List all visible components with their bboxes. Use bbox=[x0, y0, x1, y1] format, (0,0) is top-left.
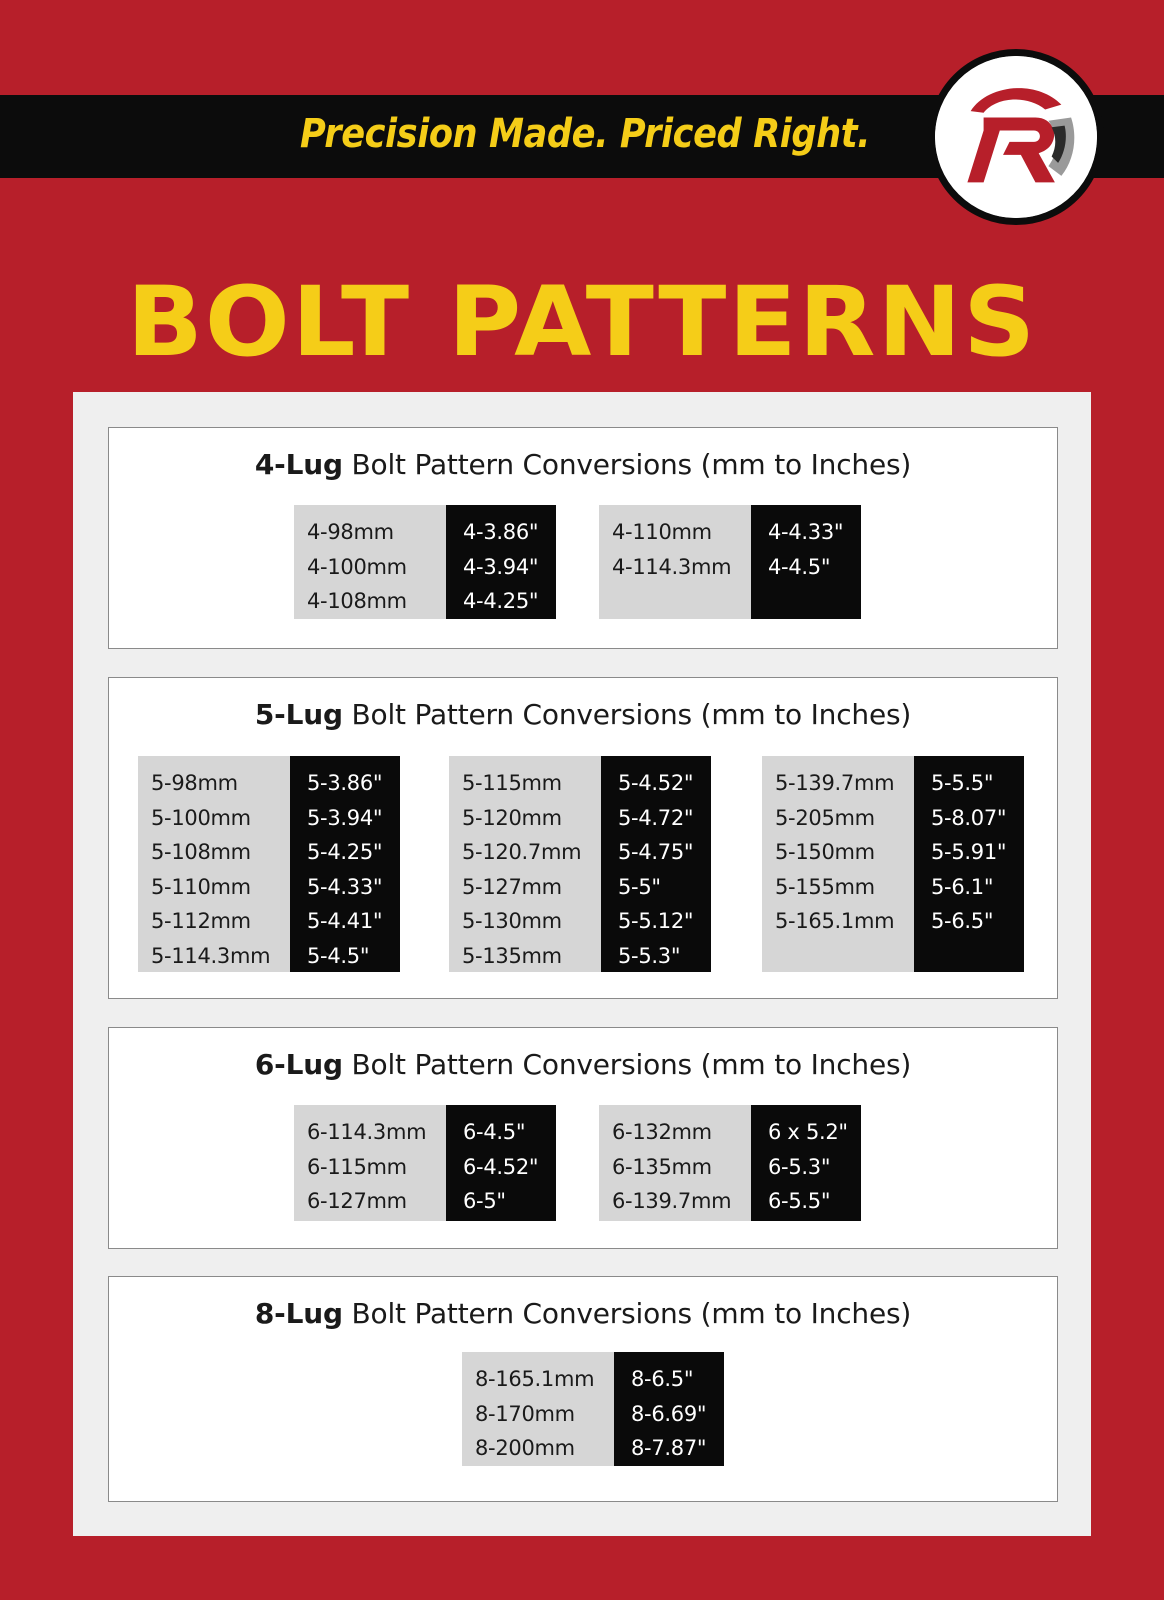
mm-column bbox=[599, 505, 751, 619]
inch-column bbox=[751, 505, 861, 619]
section-5-lug bbox=[108, 677, 1058, 999]
mm-value: 5-127mm bbox=[462, 874, 562, 899]
mm-value: 6-135mm bbox=[612, 1154, 712, 1179]
mm-column bbox=[294, 505, 446, 619]
lug-label: 6-Lug bbox=[254, 1048, 343, 1081]
inch-value: 5-5.3" bbox=[618, 943, 681, 968]
inch-value: 5-8.07" bbox=[931, 805, 1007, 830]
mm-value: 4-108mm bbox=[307, 589, 407, 613]
mm-value: 8-165.1mm bbox=[475, 1367, 595, 1391]
inch-value: 5-5.12" bbox=[618, 909, 694, 933]
mm-value: 5-98mm bbox=[151, 771, 238, 795]
mm-value: 5-108mm bbox=[151, 840, 251, 864]
inch-value: 5-5.91" bbox=[931, 840, 1007, 864]
section-title-rest: Bolt Pattern Conversions (mm to Inches) bbox=[342, 448, 912, 481]
inch-value: 5-4.5" bbox=[307, 943, 370, 968]
mm-value: 5-110mm bbox=[151, 874, 251, 899]
mm-value: 5-139.7mm bbox=[775, 771, 895, 795]
mm-value: 5-100mm bbox=[151, 805, 251, 830]
mm-value: 8-170mm bbox=[475, 1401, 575, 1426]
inch-value: 5-5.5" bbox=[931, 771, 994, 795]
inch-value: 4-4.5" bbox=[768, 554, 831, 579]
conversion-table bbox=[599, 1105, 861, 1221]
inch-value: 8-7.87" bbox=[631, 1436, 707, 1460]
inch-value: 5-4.52" bbox=[618, 771, 694, 795]
mm-value: 5-120mm bbox=[462, 805, 562, 830]
mm-value: 4-98mm bbox=[307, 520, 394, 544]
section-title bbox=[109, 1048, 1057, 1081]
mm-value: 4-110mm bbox=[612, 520, 712, 544]
section-8-lug bbox=[108, 1276, 1058, 1502]
inch-value: 4-3.94" bbox=[463, 554, 539, 579]
mm-value: 6-127mm bbox=[307, 1189, 407, 1213]
inch-value: 6-5" bbox=[463, 1189, 506, 1213]
inch-column bbox=[290, 756, 400, 972]
inch-value: 5-6.5" bbox=[931, 909, 994, 933]
lug-label: 8-Lug bbox=[254, 1297, 343, 1330]
mm-column bbox=[449, 756, 601, 972]
inch-value: 6-5.5" bbox=[768, 1189, 831, 1213]
inch-column bbox=[914, 756, 1024, 972]
inch-value: 5-6.1" bbox=[931, 874, 994, 899]
brand-logo-icon bbox=[928, 49, 1104, 225]
mm-value: 5-150mm bbox=[775, 840, 875, 864]
mm-value: 5-130mm bbox=[462, 909, 562, 933]
mm-column bbox=[762, 756, 914, 972]
mm-value: 5-135mm bbox=[462, 943, 562, 968]
mm-value: 5-205mm bbox=[775, 805, 875, 830]
conversion-table bbox=[762, 756, 1024, 972]
mm-column bbox=[294, 1105, 446, 1221]
section-title bbox=[109, 1297, 1057, 1330]
section-title bbox=[109, 448, 1057, 481]
mm-value: 6-139.7mm bbox=[612, 1189, 732, 1213]
inch-column bbox=[601, 756, 711, 972]
inch-value: 6-5.3" bbox=[768, 1154, 831, 1179]
inch-value: 5-3.94" bbox=[307, 805, 383, 830]
inch-value: 6-4.5" bbox=[463, 1120, 526, 1144]
mm-column bbox=[599, 1105, 751, 1221]
inch-value: 8-6.5" bbox=[631, 1367, 694, 1391]
inch-value: 6-4.52" bbox=[463, 1154, 539, 1179]
section-title-rest: Bolt Pattern Conversions (mm to Inches) bbox=[342, 698, 912, 731]
inch-value: 6 x 5.2" bbox=[768, 1120, 848, 1144]
inch-value: 4-4.33" bbox=[768, 520, 844, 544]
mm-value: 5-115mm bbox=[462, 771, 562, 795]
inch-value: 5-4.25" bbox=[307, 840, 383, 864]
mm-value: 4-114.3mm bbox=[612, 554, 732, 579]
inch-value: 5-4.41" bbox=[307, 909, 383, 933]
mm-value: 6-114.3mm bbox=[307, 1120, 427, 1144]
mm-column bbox=[138, 756, 290, 972]
inch-column bbox=[614, 1352, 724, 1466]
mm-value: 8-200mm bbox=[475, 1436, 575, 1460]
mm-value: 5-155mm bbox=[775, 874, 875, 899]
inch-value: 5-4.33" bbox=[307, 874, 383, 899]
slogan: Precision Made. Priced Right. bbox=[300, 111, 871, 157]
mm-value: 5-112mm bbox=[151, 909, 251, 933]
conversion-table bbox=[449, 756, 711, 972]
section-title-rest: Bolt Pattern Conversions (mm to Inches) bbox=[342, 1297, 912, 1330]
mm-value: 5-114.3mm bbox=[151, 943, 271, 968]
section-title-rest: Bolt Pattern Conversions (mm to Inches) bbox=[342, 1048, 912, 1081]
content-panel bbox=[73, 392, 1091, 1536]
section-4-lug bbox=[108, 427, 1058, 649]
section-title bbox=[109, 698, 1057, 731]
lug-label: 4-Lug bbox=[254, 448, 343, 481]
mm-value: 5-165.1mm bbox=[775, 909, 895, 933]
section-6-lug bbox=[108, 1027, 1058, 1249]
mm-value: 5-120.7mm bbox=[462, 840, 582, 864]
page-title: BOLT PATTERNS bbox=[126, 266, 1038, 378]
conversion-table bbox=[138, 756, 400, 972]
inch-column bbox=[446, 505, 556, 619]
conversion-table bbox=[294, 1105, 556, 1221]
inch-value: 4-3.86" bbox=[463, 520, 539, 544]
inch-value: 5-3.86" bbox=[307, 771, 383, 795]
conversion-table bbox=[599, 505, 861, 619]
conversion-table bbox=[294, 505, 556, 619]
inch-value: 8-6.69" bbox=[631, 1401, 707, 1426]
mm-value: 6-132mm bbox=[612, 1120, 712, 1144]
mm-value: 6-115mm bbox=[307, 1154, 407, 1179]
inch-column bbox=[446, 1105, 556, 1221]
mm-value: 4-100mm bbox=[307, 554, 407, 579]
inch-value: 5-5" bbox=[618, 874, 661, 899]
inch-value: 5-4.75" bbox=[618, 840, 694, 864]
lug-label: 5-Lug bbox=[254, 698, 343, 731]
conversion-table bbox=[462, 1352, 724, 1466]
inch-value: 5-4.72" bbox=[618, 805, 694, 830]
inch-value: 4-4.25" bbox=[463, 589, 539, 613]
mm-column bbox=[462, 1352, 614, 1466]
inch-column bbox=[751, 1105, 861, 1221]
